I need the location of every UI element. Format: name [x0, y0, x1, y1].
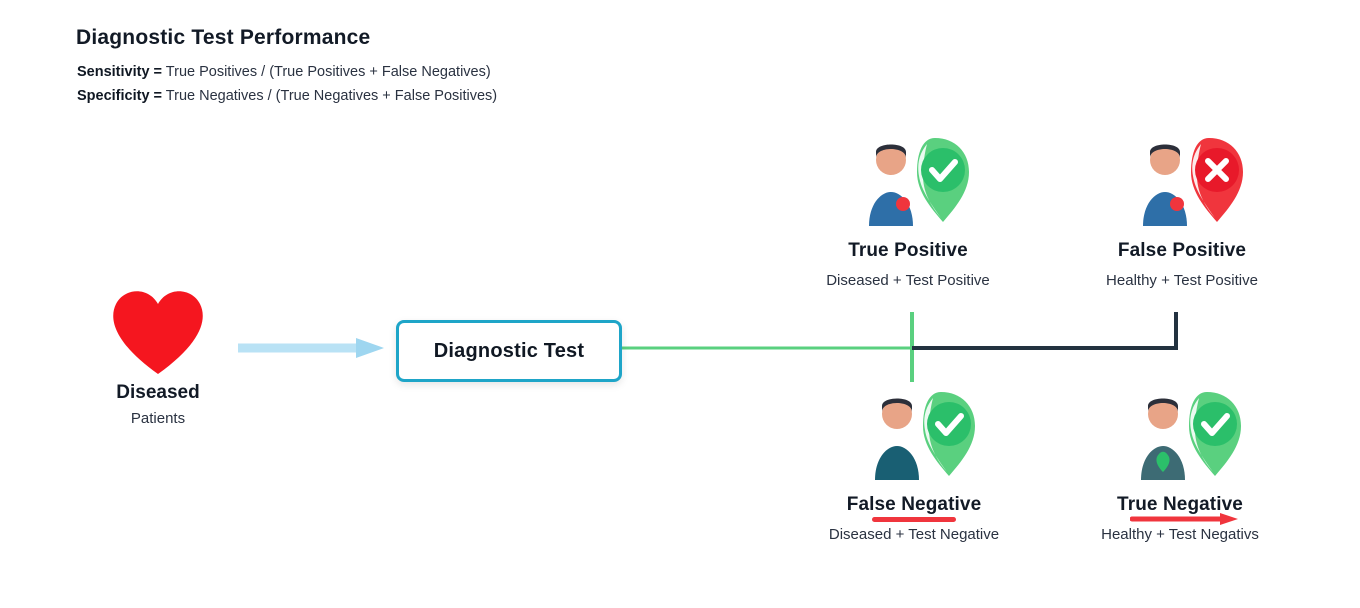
heart-icon [108, 286, 208, 376]
false-positive-graphic [1052, 134, 1312, 230]
true-positive-desc: Diseased + Test Positive [826, 272, 990, 289]
sensitivity-label: Sensitivity = [77, 64, 163, 80]
true-negative-desc: Healthy + Test Negativs [1101, 526, 1259, 543]
sensitivity-formula [77, 64, 491, 80]
diseased-label: Diseased [116, 382, 200, 403]
diseased-heart-graphic [104, 286, 212, 382]
true-negative-name: True Negative [1117, 494, 1243, 515]
person-cross-icon [1117, 134, 1247, 230]
true-positive-name: True Positive [848, 240, 968, 261]
false-negative-desc: Diseased + Test Negative [828, 526, 1000, 543]
false-negative-name: False Negative [846, 494, 982, 515]
person-check-icon [849, 388, 979, 484]
false-negative-graphic [784, 388, 1044, 484]
quadrant-false-positive[interactable] [1052, 134, 1312, 289]
true-negative-arrow-icon [1130, 512, 1238, 526]
specificity-expression: True Negatives / (True Negatives + False Positives) [162, 88, 498, 104]
true-negative-graphic [1050, 388, 1310, 484]
input-arrow-icon [238, 336, 384, 360]
diagnostic-test-box[interactable]: Diagnostic Test [396, 320, 622, 382]
specificity-label: Specificity = [77, 88, 163, 104]
sensitivity-expression: True Positives / (True Positives + False Negatives) [162, 64, 491, 80]
false-negative-underline [872, 517, 956, 522]
quadrant-true-positive[interactable] [778, 134, 1038, 289]
true-positive-graphic [778, 134, 1038, 230]
false-positive-desc: Healthy + Test Positive [1106, 272, 1258, 289]
person-check-icon [843, 134, 973, 230]
specificity-formula [77, 88, 497, 104]
diseased-sublabel: Patients [130, 410, 186, 427]
false-positive-name: False Positive [1117, 240, 1247, 261]
person-check-icon [1115, 388, 1245, 484]
page-title: Diagnostic Test Performance [76, 26, 371, 49]
